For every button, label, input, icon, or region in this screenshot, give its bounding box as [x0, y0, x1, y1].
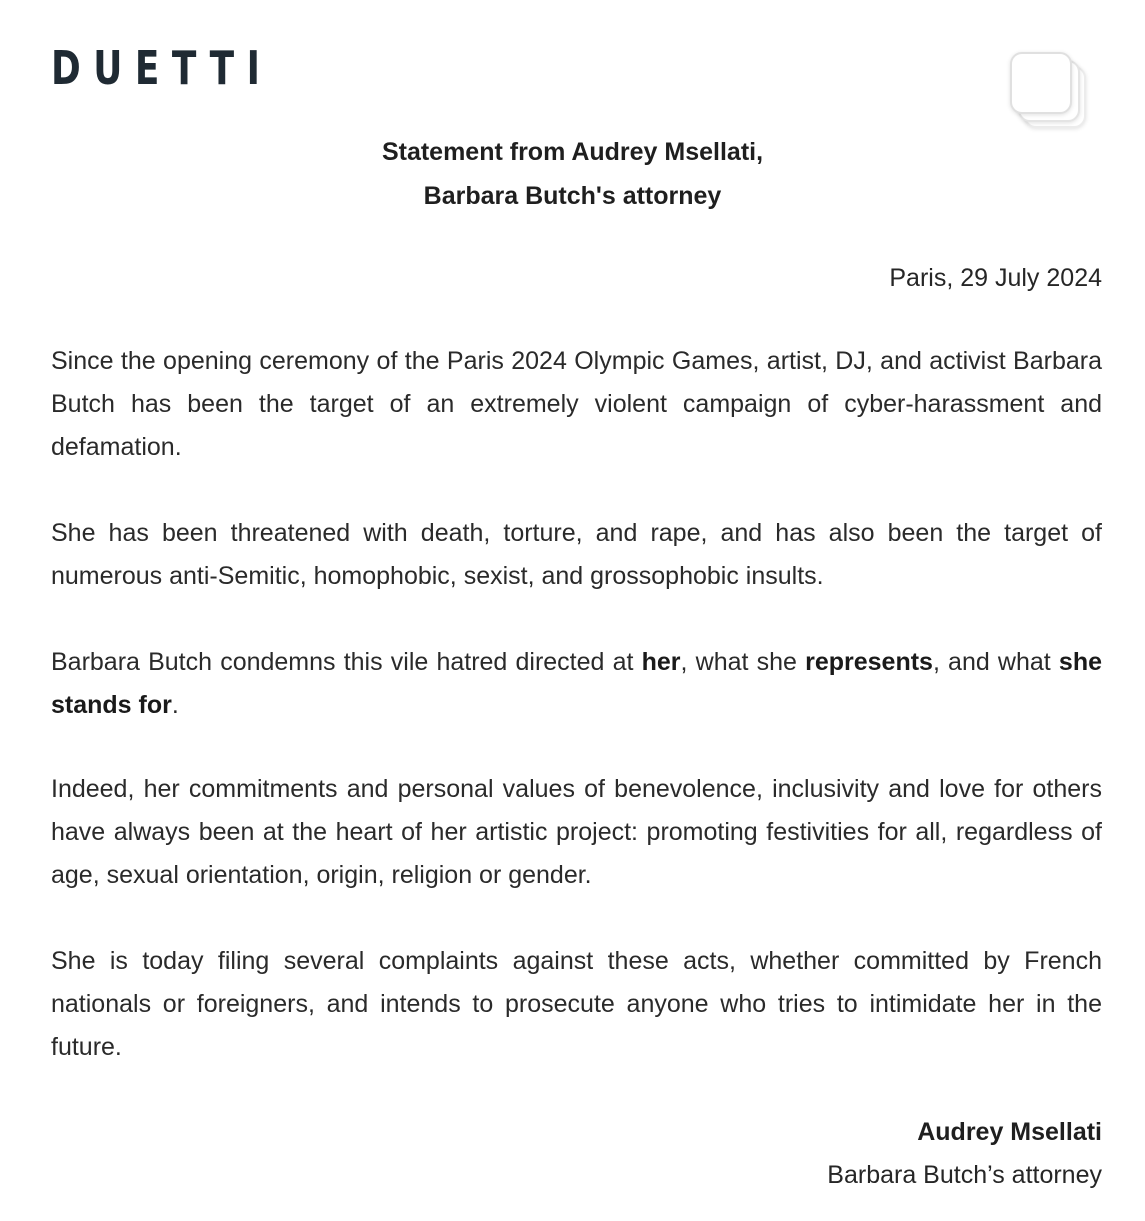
paragraph-3-bold-represents: represents	[805, 648, 933, 676]
paragraph-5: She is today filing several complaints against these acts, whether committed by French nationals or foreigners, and intends to prosecute anyone who tries to intimidate her in the future.	[51, 947, 1102, 1061]
paragraph-2: She has been threatened with death, torture, and rape, and has also been the target of numerous anti-Semitic, homophobic, sexist, and grossophobic insults.	[51, 519, 1102, 590]
multiple-pages-icon[interactable]	[1008, 52, 1088, 122]
signature-name: Audrey Msellati	[917, 1118, 1102, 1146]
paragraph-3	[51, 641, 1102, 727]
paragraph-3-text-3: , and what	[932, 648, 1059, 676]
statement-heading	[0, 130, 1145, 218]
statement-date: Paris, 29 July 2024	[889, 264, 1102, 292]
signature-title: Barbara Butch’s attorney	[827, 1161, 1102, 1189]
heading-line-2: Barbara Butch's attorney	[423, 182, 722, 210]
paragraph-4: Indeed, her commitments and personal values of benevolence, inclusivity and love for others have always been at the heart of her artistic project: promoting festivities for all, regardless of age, sexual orientation, origin, religion or gender.	[51, 775, 1102, 889]
paragraph-3-bold-stands-for: she stands for	[51, 648, 1103, 719]
signature-block	[827, 1111, 1102, 1197]
page-stack-front-layer	[1010, 52, 1072, 114]
paragraph-3-text-2: , what she	[680, 648, 806, 676]
heading-line-1: Statement from Audrey Msellati,	[381, 138, 764, 166]
paragraph-3-bold-her: her	[641, 648, 681, 676]
paragraph-3-text-4: .	[171, 691, 179, 719]
paragraph-1: Since the opening ceremony of the Paris 2024 Olympic Games, artist, DJ, and activist Barbara Butch has been the target of an extremely violent campaign of cyber-harassment and defamation.	[51, 347, 1102, 461]
duetti-logo: DUETTI	[51, 41, 273, 95]
paragraph-3-text-1: Barbara Butch condemns this vile hatred directed at	[51, 648, 642, 676]
